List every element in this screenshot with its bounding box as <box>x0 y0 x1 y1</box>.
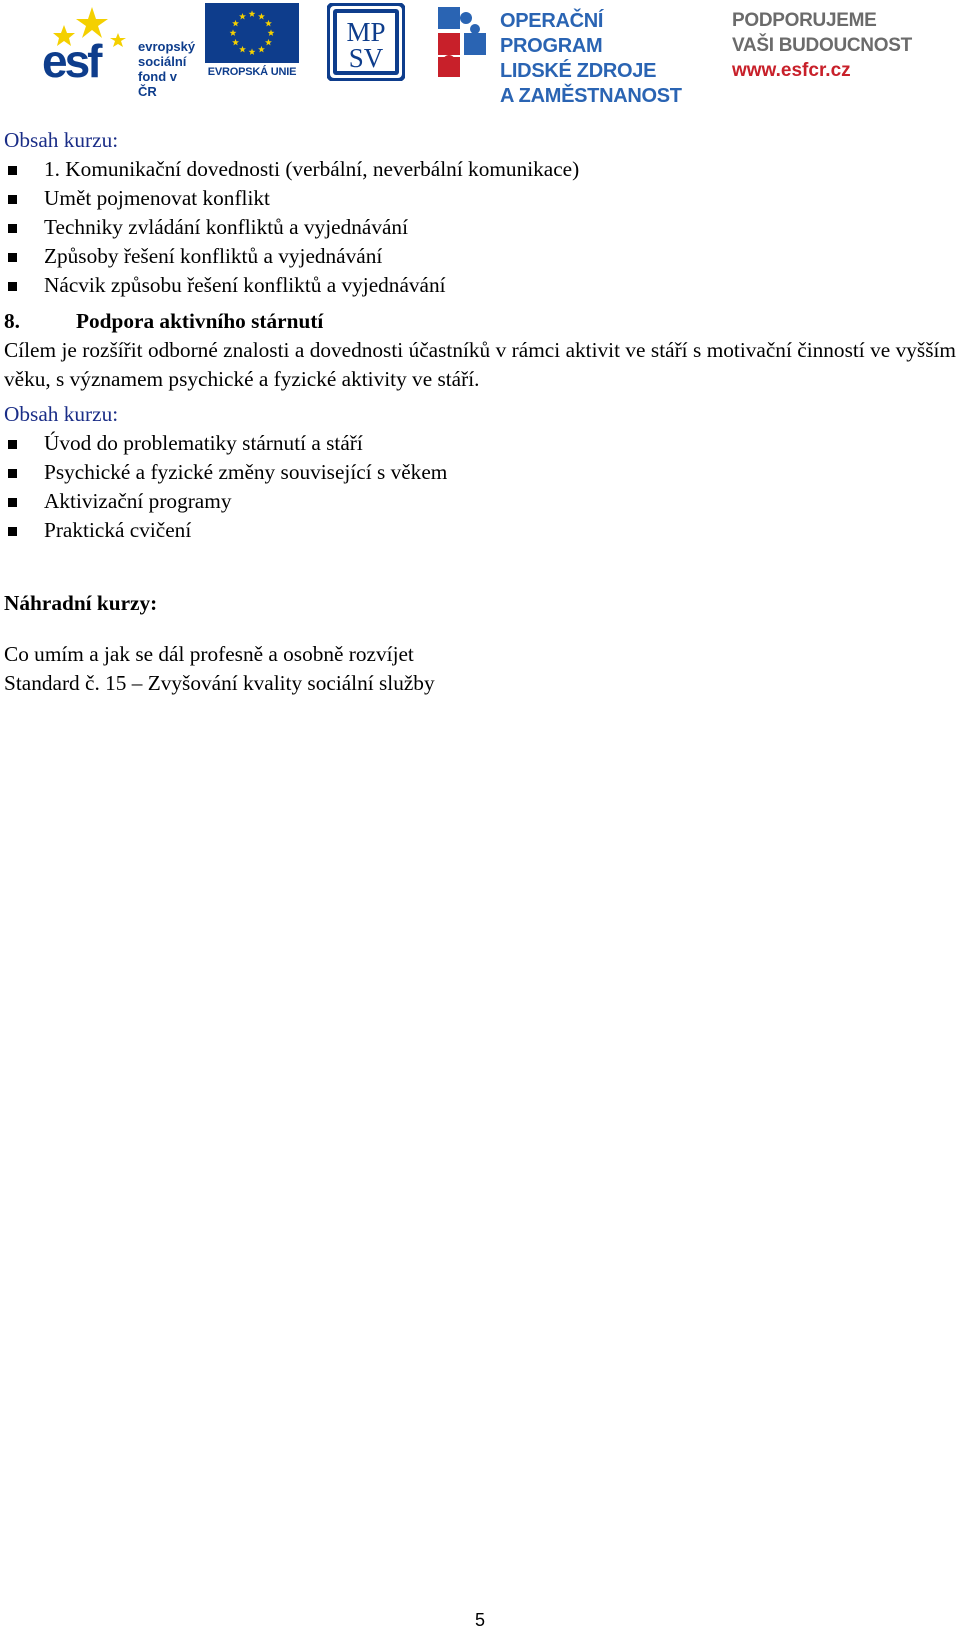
list-item: Psychické a fyzické změny související s věkem <box>4 458 956 487</box>
list-item: Způsoby řešení konfliktů a vyjednávání <box>4 242 956 271</box>
replacement-courses-list <box>4 640 956 698</box>
course-content-list <box>4 155 956 300</box>
list-item: Praktická cvičení <box>4 516 956 545</box>
op-lzz-logo <box>434 3 710 107</box>
eu-flag-icon <box>205 3 299 63</box>
esf-emblem-icon <box>40 3 136 81</box>
course-content-label: Obsah kurzu: <box>4 402 119 426</box>
mpsv-emblem-icon <box>327 3 405 81</box>
eu-star-icon <box>249 10 256 17</box>
eu-label: EVROPSKÁ UNIE <box>207 66 297 78</box>
bullet-icon <box>8 166 17 175</box>
section-heading <box>4 307 956 336</box>
esf-url-link[interactable]: www.esfcr.cz <box>732 60 851 81</box>
list-item: Standard č. 15 – Zvyšování kvality sociální služby <box>4 671 435 695</box>
svg-text:MP: MP <box>346 17 386 47</box>
list-item: Umět pojmenovat konflikt <box>4 184 956 213</box>
eu-star-icon <box>265 39 272 46</box>
esf-text: evropský sociální fond v ČR <box>138 39 196 99</box>
bullet-icon <box>8 527 17 536</box>
eu-star-icon <box>232 39 239 46</box>
svg-text:SV: SV <box>348 43 384 73</box>
section-number: 8. <box>4 309 20 333</box>
mpsv-logo <box>327 3 405 81</box>
svg-text:esf: esf <box>42 35 100 81</box>
puzzle-figure-icon <box>434 3 492 81</box>
eu-star-icon <box>268 29 275 36</box>
eu-star-icon <box>230 29 237 36</box>
eu-star-icon <box>258 13 265 20</box>
eu-star-icon <box>249 48 256 55</box>
section-title: Podpora aktivního stárnutí <box>76 309 324 333</box>
list-item: Techniky zvládání konfliktů a vyjednávání <box>4 213 956 242</box>
list-item: 1. Komunikační dovednosti (verbální, neverbální komunikace) <box>4 155 956 184</box>
esf-logo <box>40 3 196 99</box>
bullet-icon <box>8 498 17 507</box>
slogan-block <box>732 8 932 80</box>
logo-bar <box>0 0 960 107</box>
bullet-icon <box>8 440 17 449</box>
section-description: Cílem je rozšířit odborné znalosti a dovednosti účastníků v rámci aktivit ve stáří s motivační činností ve vyšším věku, s významem psychické a fyzické aktivity ve stáří. <box>4 338 956 391</box>
op-text: OPERAČNÍ PROGRAM LIDSKÉ ZDROJE A ZAMĚSTNANOST <box>500 10 682 107</box>
course-content-list <box>4 429 956 545</box>
eu-star-icon <box>258 46 265 53</box>
list-item: Co umím a jak se dál profesně a osobně rozvíjet <box>4 642 414 666</box>
eu-star-icon <box>239 46 246 53</box>
list-item: Úvod do problematiky stárnutí a stáří <box>4 429 956 458</box>
eu-logo <box>205 3 299 81</box>
bullet-icon <box>8 282 17 291</box>
replacement-courses-heading: Náhradní kurzy: <box>4 591 158 615</box>
eu-star-icon <box>265 20 272 27</box>
bullet-icon <box>8 195 17 204</box>
eu-star-icon <box>232 20 239 27</box>
bullet-icon <box>8 469 17 478</box>
slogan-line: PODPORUJEME <box>732 10 877 31</box>
bullet-icon <box>8 253 17 262</box>
list-item: Nácvik způsobu řešení konfliktů a vyjednávání <box>4 271 956 300</box>
list-item: Aktivizační programy <box>4 487 956 516</box>
eu-star-icon <box>239 13 246 20</box>
bullet-icon <box>8 224 17 233</box>
course-content-label: Obsah kurzu: <box>4 128 119 152</box>
document-body <box>4 126 956 698</box>
slogan-line: VAŠI BUDOUCNOST <box>732 35 912 56</box>
page-number: 5 <box>474 1610 485 1630</box>
